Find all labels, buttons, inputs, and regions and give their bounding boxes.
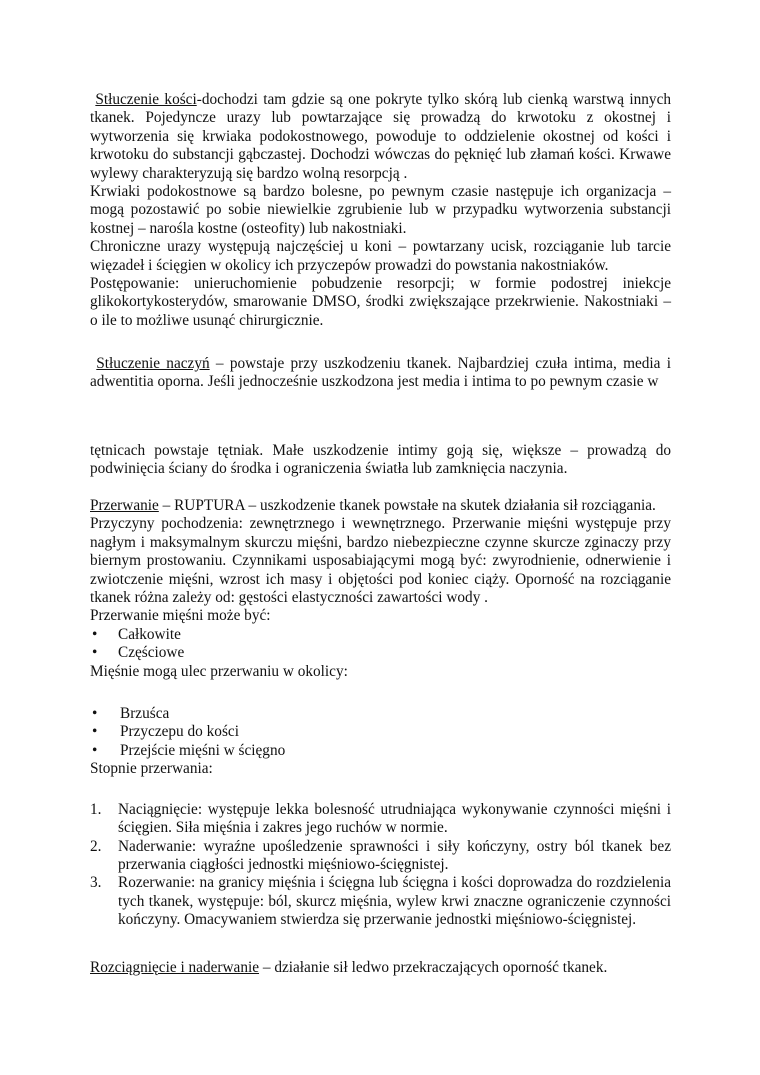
list-number: 2. [90, 837, 102, 855]
list-item: • Brzuśca [90, 705, 671, 723]
list-item-text: Rozerwanie: na granicy mięśnia i ścięgna lub ścięgna i kości doprowadza do rozdzielenia tych tkanek, występuje: ból, skurcz mięśnia, wylew krwi znaczne ograniczenie czynności kończyny. Omacywaniem stwierdza się przerwanie jednostki mięśniowo-ścięgnistej. [118, 874, 671, 929]
paragraph-text: -dochodzi tam gdzie są one pokryte tylko skórą lub cienką warstwą innych tkanek. Pojedyncze urazy lub powtarzające się prowadzą do krwotoku z okostnej i wytworzenia się krwiaka podokostnowego, powoduje to oddzielenie okostnej od kości i krwotoku do substancji gąbczastej. Dochodzi wówczas do pęknięć lub złamań kości. Krwawe wylewy charakteryzują się bardzo wolną resorpcją . [90, 91, 672, 182]
list-item: • Całkowite [90, 626, 671, 644]
list-item-text: Naciągnięcie: występuje lekka bolesność utrudniająca wykonywanie czynności mięśni i ścięgien. Siła mięśnia i zakres jego ruchów w normie. [118, 800, 671, 837]
list-item: • Częściowe [90, 644, 671, 662]
term-heading: Rozciągnięcie i naderwanie [90, 959, 260, 976]
list-item [90, 838, 671, 875]
paragraph-text: – powstaje przy uszkodzeniu tkanek. Najbardziej czuła intima, media i adwentitia oporna. Jeśli jednocześnie uszkodzona jest media i intima to po pewnym czasie w [90, 355, 671, 391]
term-heading: Stłuczenie naczyń [96, 355, 210, 372]
rupture-locations-list [90, 705, 671, 760]
term-heading: Stłuczenie kości [95, 91, 197, 108]
list-number: 3. [90, 874, 102, 892]
paragraph [90, 497, 671, 515]
paragraph-text: – RUPTURA – uszkodzenie tkanek powstałe na skutek działania sił rozciągania. [158, 497, 656, 514]
term-heading: Przerwanie [90, 497, 159, 514]
paragraph: Chroniczne urazy występują najczęściej u koni – powtarzany ucisk, rozciąganie lub tarcie więzadeł i ścięgien w okolicy ich przyczepów prowadzi do powstania nakostniaków. [90, 238, 671, 274]
rupture-types-list [90, 626, 671, 663]
paragraph: Przyczyny pochodzenia: zewnętrznego i wewnętrznego. Przerwanie mięśni występuje przy nagłym i maksymalnym skurczu mięśni, bardzo niebezpieczne czynne skurcze zginaczy przy biernym prostowaniu. Czynnikami usposabiającymi mogą być: zwyrodnienie, odnerwienie i zwiotczenie mięśni, wzrost ich masy i objętości pod koniec ciąży. Oporność na rozciąganie tkanek różna zależy od: gęstości elastyczności zawartości wody . [90, 515, 671, 607]
list-number: 1. [90, 800, 102, 818]
paragraph-text: – działanie sił ledwo przekraczających oporność tkanek. [259, 959, 608, 976]
paragraph: Postępowanie: unieruchomienie pobudzenie resorpcji; w formie podostrej iniekcje glikokortykosterydów, smarowanie DMSO, środki zwiększające przekrwienie. Nakostniaki – o ile to możliwe usunąć chirurgicznie. [90, 275, 671, 329]
list-item-text: Naderwanie: wyraźne upośledzenie sprawności i siły kończyny, ostry ból tkanek bez przerwania ciągłości jednostki mięśniowo-ścięgnistej. [118, 837, 671, 873]
paragraph [90, 355, 671, 392]
list-item [90, 801, 671, 838]
paragraph: Krwiaki podokostnowe są bardzo bolesne, po pewnym czasie następuje ich organizacja – mogą pozostawić po sobie niewielkie zgrubienie lub w przypadku wytworzenia substancji kostnej – narośla kostne (osteofity) lub nakostniaki. [90, 183, 671, 237]
rupture-degrees-list [90, 801, 671, 930]
paragraph: Przerwanie mięśni może być: [90, 607, 271, 625]
paragraph [90, 959, 671, 977]
section-vessel-contusion-cont [90, 442, 671, 479]
list-item: • Przejście mięśni w ścięgno [90, 742, 671, 760]
paragraph: Mięśnie mogą ulec przerwaniu w okolicy: [90, 662, 348, 680]
section-rupture [90, 497, 671, 930]
section-strain [90, 959, 671, 977]
paragraph [90, 91, 671, 183]
list-item: • Przyczepu do kości [90, 723, 671, 741]
paragraph: tętnicach powstaje tętniak. Małe uszkodzenie intimy goją się, większe – prowadzą do podwinięcia ściany do środka i ograniczenia światła lub zamknięcia naczynia. [90, 442, 671, 478]
section-vessel-contusion [90, 355, 671, 392]
section-bone-contusion [90, 91, 671, 330]
list-item [90, 874, 671, 929]
paragraph: Stopnie przerwania: [90, 760, 213, 778]
